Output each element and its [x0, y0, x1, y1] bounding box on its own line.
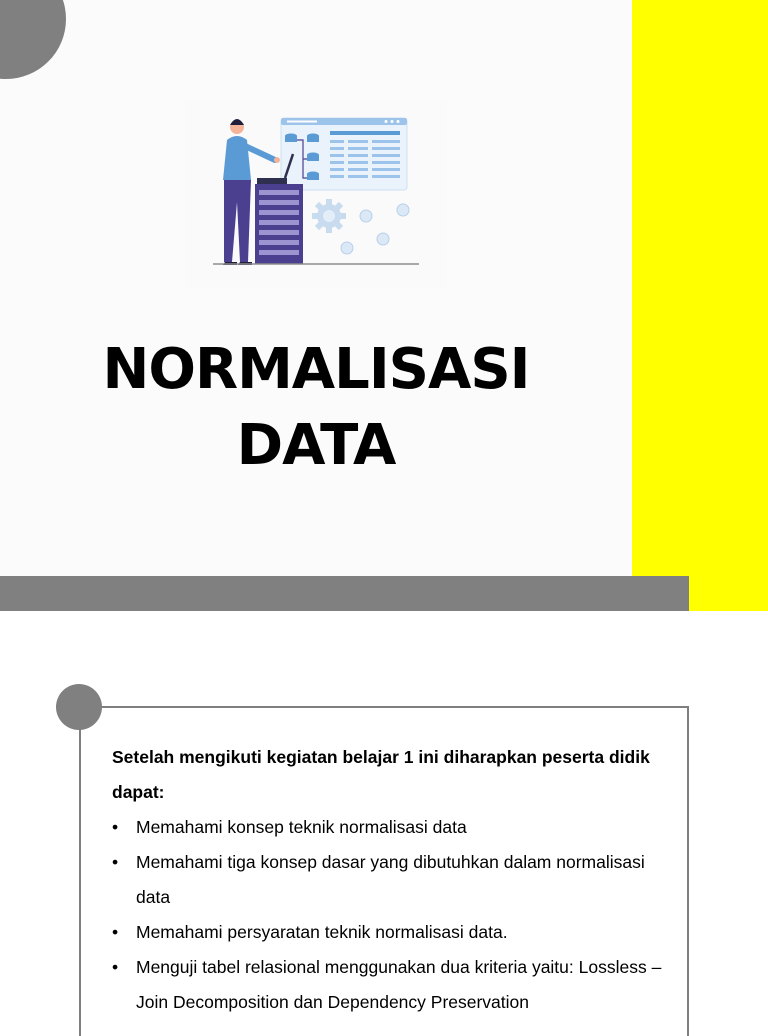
server-rack-icon: [255, 184, 303, 264]
accent-band: [632, 0, 768, 611]
dashboard-window-icon: [281, 118, 407, 190]
objectives-list: [112, 810, 682, 1020]
gear-icon: [312, 199, 346, 233]
divider-bar: [0, 576, 689, 611]
list-item: • Memahami tiga konsep dasar yang dibutuhkan dalam normalisasi data: [112, 845, 682, 915]
objectives-content: [112, 740, 682, 1020]
list-item: • Memahami persyaratan teknik normalisasi data.: [112, 915, 682, 950]
card-marker-circle: [56, 684, 102, 730]
page-title: [0, 332, 632, 484]
title-line-2: DATA: [236, 413, 396, 478]
title-line-1: NORMALISASI: [102, 337, 530, 402]
list-item: • Menguji tabel relasional menggunakan dua kriteria yaitu: Lossless – Join Decomposition dan Dependency Preservation: [112, 950, 682, 1020]
database-admin-illustration: [185, 98, 447, 288]
decorative-circle: [0, 0, 66, 79]
objectives-slide: [0, 611, 768, 1024]
objectives-intro: Setelah mengikuti kegiatan belajar 1 ini diharapkan peserta didik dapat:: [112, 747, 650, 802]
list-item: • Memahami konsep teknik normalisasi data: [112, 810, 682, 845]
small-icons: [341, 204, 409, 254]
